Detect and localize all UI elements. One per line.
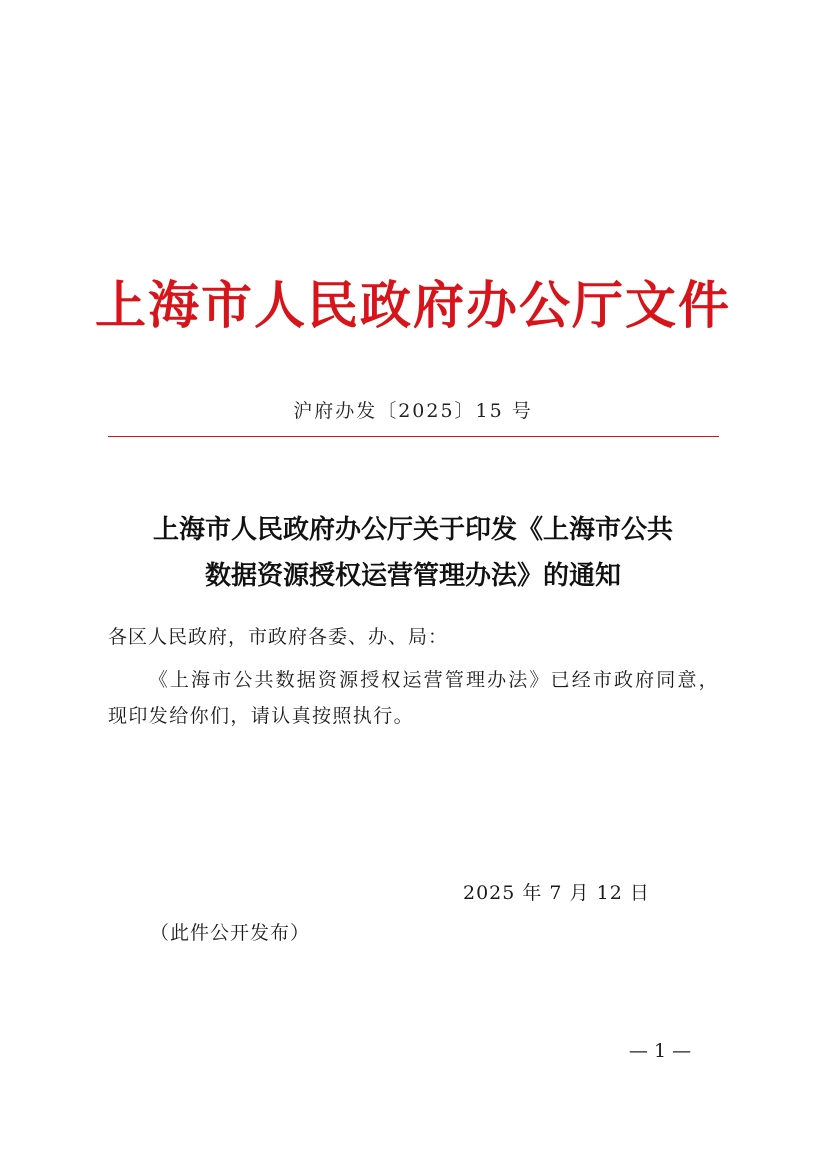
addressee: 各区人民政府，市政府各委、办、局： [108, 626, 449, 648]
notice-title-line-1: 上海市人民政府办公厅关于印发《上海市公共 [152, 515, 673, 545]
issuing-authority-header: 上海市人民政府办公厅文件 [94, 276, 731, 336]
notice-title [80, 507, 746, 599]
body-paragraph-text: 《上海市公共数据资源授权运营管理办法》已经市政府同意，现印发给你们，请认真按照执行。 [108, 669, 719, 727]
document-number: 沪府办发〔2025〕15 号 [293, 400, 533, 422]
page-number: — 1 — [628, 1040, 692, 1062]
issue-date: 2025 年 7 月 12 日 [463, 882, 650, 904]
publication-note: （此件公开发布） [150, 922, 311, 944]
body-paragraph [108, 662, 719, 734]
red-separator-line [108, 436, 719, 437]
notice-title-line-2: 数据资源授权运营管理办法》的通知 [204, 561, 621, 591]
